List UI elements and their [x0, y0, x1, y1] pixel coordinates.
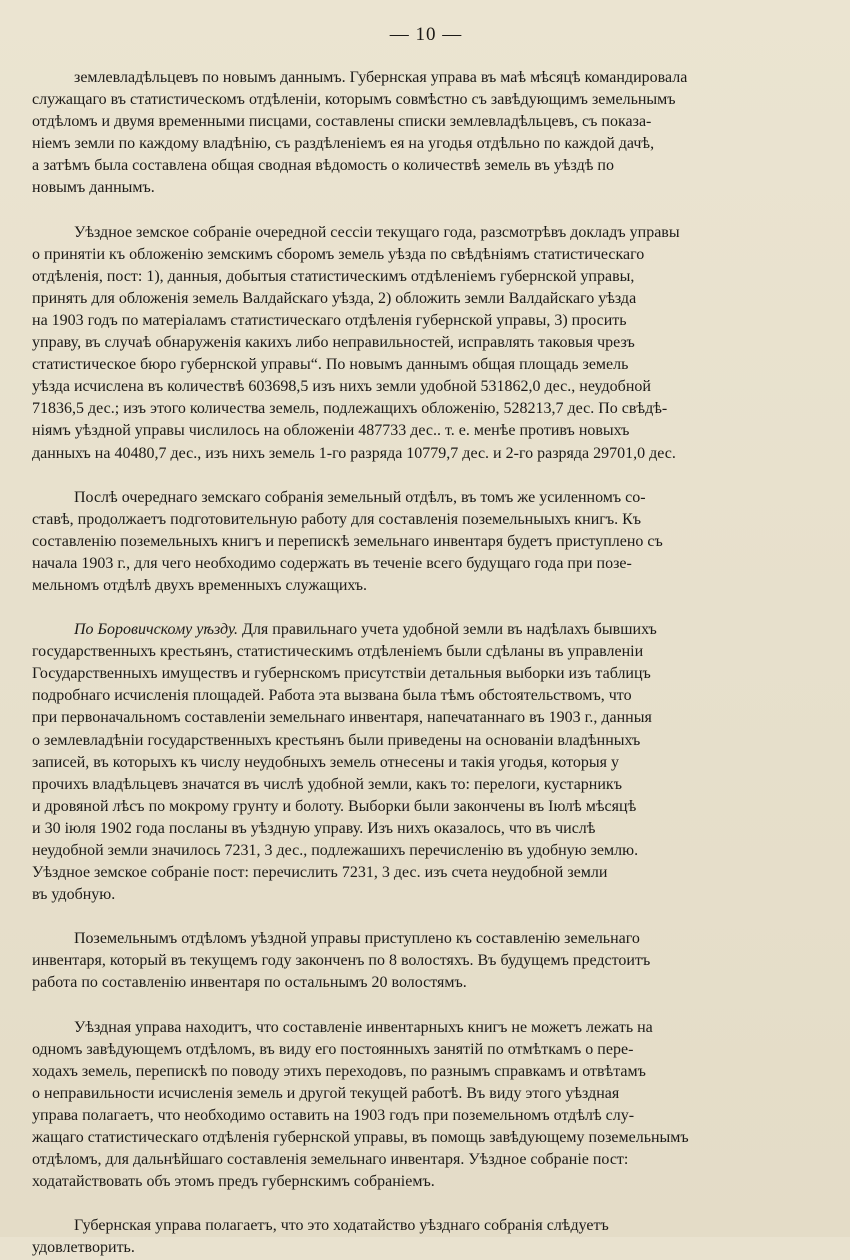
text-line: отдѣломъ, для дальнѣйшаго составленія земельнаго инвентаря. Уѣздное собраніе пост: [32, 1151, 629, 1169]
text-line: принять для обложенія земель Валдайскаго уѣзда, 2) обложить земли Валдайскаго уѣзда [32, 289, 637, 307]
text-line: 71836,5 дес.; изъ этого количества земель, подлежащихъ обложенію, 528213,7 дес. По свѣдѣ- [32, 400, 668, 418]
text-line: Государственныхъ имуществъ и губернскомъ присутствіи детальныя выборки изъ таблицъ [32, 665, 651, 683]
text-line: мельномъ отдѣлѣ двухъ временныхъ служащихъ. [32, 576, 368, 594]
text-line: ніемъ земли по каждому владѣнію, съ раздѣленіемъ ея на угодья отдѣльно по каждой дачѣ, [32, 135, 655, 153]
text-line: а затѣмъ была составлена общая сводная вѣдомость о количествѣ земель въ уѣздѣ по [32, 157, 614, 175]
paragraph-gap [32, 465, 820, 487]
text-line: о землевладѣніи государственныхъ крестьянъ были приведены на основаніи владѣнныхъ [32, 731, 641, 749]
text-line: жащаго статистическаго отдѣленія губернской управы, въ помощь завѣдующему поземельнымъ [32, 1129, 689, 1147]
text-line: ходатайствовать объ этомъ предъ губернскимъ собраніемъ. [32, 1173, 435, 1191]
paragraph [32, 222, 820, 465]
text-line [32, 619, 820, 641]
text-line: въ удобную. [32, 886, 116, 904]
text-line: уѣзда исчислена въ количествѣ 603698,5 изъ нихъ земли удобной 531862,0 дес., неудобной [32, 378, 651, 396]
document-body [32, 67, 820, 1260]
text-line: начала 1903 г., для чего необходимо содержать въ теченіе всего будущаго года при позе- [32, 554, 632, 572]
text-line: Уѣздная управа находитъ, что составленіе инвентарныхъ книгъ не можетъ лежать на [74, 1018, 653, 1036]
text-line: Уѣздное земское собраніе пост: перечислить 7231, 3 дес. изъ счета неудобной земли [32, 864, 608, 882]
text-line: землевладѣльцевъ по новымъ даннымъ. Губернская управа въ маѣ мѣсяцѣ командировала [74, 69, 688, 86]
text-line: статистическое бюро губернской управы“. По новымъ даннымъ общая площадь земель [32, 356, 629, 374]
paragraph [32, 487, 820, 597]
text-line: Послѣ очереднаго земскаго собранія земельный отдѣлъ, въ томъ же усиленномъ со- [74, 488, 646, 506]
text-line: ставѣ, продолжаетъ подготовительную работу для составленія поземельныыхъ книгъ. Къ [32, 510, 642, 528]
text-line: данныхъ на 40480,7 дес., изъ нихъ земель 1-го разряда 10779,7 дес. и 2-го разряда 29701,0 дес. [32, 444, 676, 462]
text-line: и дровяной лѣсъ по мокрому грунту и болоту. Выборки были закончены въ Іюлѣ мѣсяцѣ [32, 797, 637, 815]
text-line: Поземельнымъ отдѣломъ уѣздной управы приступлено къ составленію земельнаго [74, 930, 640, 948]
district-heading: По Боровичскому уѣзду. [74, 621, 239, 639]
text-line: работа по составленію инвентаря по остальнымъ 20 волостямъ. [32, 974, 467, 992]
text-line-rest: Для правильнаго учета удобной земли въ надѣлахъ бывшихъ [238, 621, 657, 639]
text-line: и 30 іюля 1902 года посланы въ уѣздную управу. Изъ нихъ оказалось, что въ числѣ [32, 819, 596, 837]
paragraph [32, 1017, 820, 1194]
text-line: управа полагаетъ, что необходимо оставить на 1903 годъ при поземельномъ отдѣлѣ слу- [32, 1106, 635, 1124]
paragraph-gap [32, 995, 820, 1017]
paragraph-gap [32, 1193, 820, 1215]
text-line: записей, въ которыхъ къ числу неудобныхъ земель отнесены и такія угодья, которыя у [32, 753, 619, 771]
paragraph [32, 619, 820, 906]
text-line: ходахъ земель, перепискѣ по поводу этихъ переходовъ, по разнымъ справкамъ и отвѣтамъ [32, 1062, 646, 1080]
text-line: Губернская управа полагаетъ, что это ходатайство уѣзднаго собранія слѣдуетъ [74, 1217, 609, 1235]
text-line: отдѣломъ и двумя временными писцами, составлены списки землевладѣльцевъ, съ показа- [32, 113, 652, 131]
paragraph [32, 928, 820, 994]
text-line: одномъ завѣдующемъ отдѣломъ, въ виду его постоянныхъ занятій по отмѣткамъ о пере- [32, 1040, 634, 1058]
text-line: ніямъ уѣздной управы числилось на обложеніи 487733 дес.. т. е. менѣе противъ новыхъ [32, 422, 630, 440]
text-line: инвентаря, который въ текущемъ году законченъ по 8 волостяхъ. Въ будущемъ предстоитъ [32, 952, 651, 970]
text-line: удовлетворить. [32, 1239, 135, 1257]
paragraph-gap [32, 906, 820, 928]
text-line: прочихъ владѣльцевъ значатся въ числѣ удобной земли, какъ то: перелоги, кустарникъ [32, 775, 622, 793]
text-line: составленію поземельныхъ книгъ и перепискѣ земельнаго инвентаря будетъ приступлено съ [32, 532, 663, 550]
text-line: Уѣздное земское собраніе очередной сессіи текущаго года, разсмотрѣвъ докладъ управы [74, 223, 680, 241]
paragraph-gap [32, 200, 820, 222]
text-line: государственныхъ крестьянъ, статистическимъ отдѣленіемъ были сдѣланы въ управленіи [32, 643, 644, 661]
text-line: о неправильности исчисленія земель и другой текущей работѣ. Въ виду этого уѣздная [32, 1084, 620, 1102]
text-line: отдѣленія, пост: 1), данныя, добытыя статистическимъ отдѣленіемъ губернской управы, [32, 267, 635, 285]
text-line: о принятіи къ обложенію земскимъ сборомъ земель уѣзда по свѣдѣніямъ статистическаго [32, 245, 645, 263]
paragraph-gap [32, 597, 820, 619]
text-line: новымъ даннымъ. [32, 179, 155, 197]
text-line: подробнаго исчисленія площадей. Работа эта вызвана была тѣмъ обстоятельствомъ, что [32, 687, 632, 705]
paragraph [32, 67, 820, 200]
page-number: — 10 — [389, 24, 463, 45]
text-line: служащаго въ статистическомъ отдѣленіи, которымъ совмѣстно съ завѣдующимъ земельнымъ [32, 91, 676, 109]
text-line: управу, въ случаѣ обнаруженія какихъ либо неправильностей, исправлять таковыя чрезъ [32, 334, 635, 352]
text-line: при первоначальномъ составленіи земельнаго инвентаря, напечатаннаго въ 1903 г., данныя [32, 709, 652, 727]
text-line: на 1903 годъ по матеріаламъ статистическаго отдѣленія губернской управы, 3) просить [32, 311, 627, 329]
text-line: неудобной земли значилось 7231, 3 дес., подлежашихъ перечисленію въ удобную землю. [32, 842, 639, 859]
paragraph [32, 1215, 820, 1259]
